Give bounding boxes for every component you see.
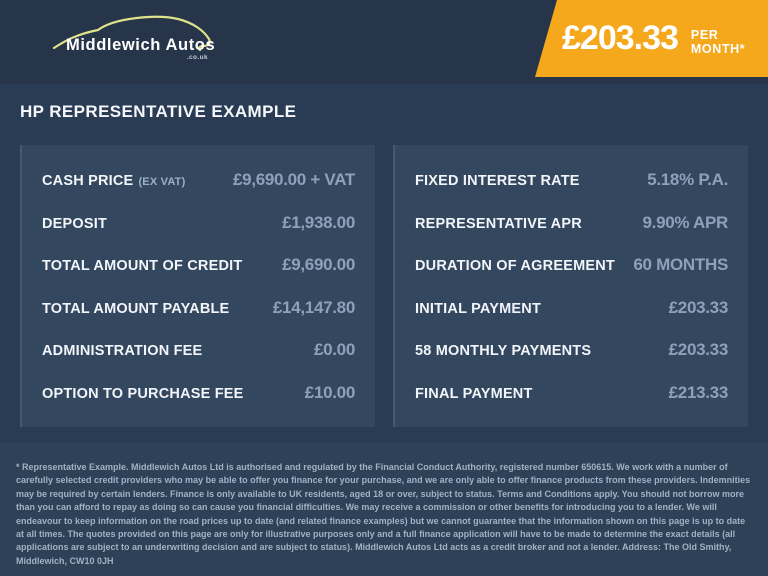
- dealer-logo[interactable]: [52, 10, 222, 72]
- initial-payment-value: £203.33: [668, 297, 728, 317]
- apr-value: 9.90% APR: [642, 212, 728, 232]
- cash-price-value: £9,690.00 + VAT: [233, 170, 355, 189]
- admin-fee-label: ADMINISTRATION FEE: [42, 343, 203, 360]
- interest-rate-label: FIXED INTEREST RATE: [415, 173, 580, 189]
- row-admin-fee: [42, 340, 355, 360]
- finance-panel-right: [393, 145, 748, 427]
- disclaimer-text: * Representative Example. Middlewich Autos Ltd is authorised and regulated by the Financial Conduct Authority, registered number 650615. We work with a number of carefully selected credit providers who may be able to offer you finance for your purchase, and we are only able to offer finance products from these providers. Indemnities may be required by certain lenders. Finance is only available to UK residents, aged 18 or over, subject to status. Terms and Conditions apply. You should not borrow more than you can afford to repay as doing so can cause you financial difficulties. We may receive a commission or other benefits for introducing you to a lender. We will endeavour to keep information on the road prices up to date (and related finance examples) but we cannot guarantee that the information shown on this page is up to date at all times. The quotes provided on this page are only for illustrative purposes only and a full finance application will have to be made to determine the exact details (all applications are subject to an underwriting decision and are subject to status). Middlewich Autos Ltd acts as a credit broker and not a lender. Address: The Old Smithy, Middlewich, CW10 0JH: [16, 462, 751, 566]
- row-cash-price: [42, 170, 355, 190]
- row-total-payable: [42, 298, 355, 318]
- row-deposit: [42, 213, 355, 233]
- header: [0, 0, 768, 84]
- disclaimer-section: [0, 443, 768, 576]
- monthly-payments-label: 58 MONTHLY PAYMENTS: [415, 343, 592, 360]
- deposit-label: DEPOSIT: [42, 215, 108, 232]
- interest-rate-value: 5.18% P.A.: [647, 170, 728, 189]
- finance-panel-left: [20, 145, 375, 427]
- option-fee-value: £10.00: [304, 382, 355, 402]
- monthly-payments-value: £203.33: [668, 340, 728, 360]
- price-banner-content: [562, 0, 768, 77]
- initial-payment-label: INITIAL PAYMENT: [415, 300, 541, 317]
- dealer-logo-suffix: .co.uk: [186, 54, 208, 61]
- row-option-fee: [42, 383, 355, 403]
- dealer-logo-name: Middlewich Autos: [66, 36, 216, 54]
- row-final-payment: [415, 383, 728, 403]
- apr-label: REPRESENTATIVE APR: [415, 215, 582, 232]
- admin-fee-value: £0.00: [313, 340, 355, 360]
- monthly-price-period: PER MONTH*: [690, 27, 746, 56]
- total-credit-label: TOTAL AMOUNT OF CREDIT: [42, 258, 243, 275]
- final-payment-label: FINAL PAYMENT: [415, 385, 533, 402]
- cash-price-label: CASH PRICE: [42, 173, 134, 189]
- final-payment-value: £213.33: [668, 382, 728, 402]
- total-credit-value: £9,690.00: [282, 255, 355, 275]
- row-initial-payment: [415, 298, 728, 318]
- duration-value: 60 MONTHS: [633, 255, 728, 275]
- row-interest-rate: [415, 170, 728, 190]
- row-apr: [415, 213, 728, 233]
- total-payable-label: TOTAL AMOUNT PAYABLE: [42, 300, 230, 317]
- option-fee-label: OPTION TO PURCHASE FEE: [42, 385, 244, 402]
- row-total-credit: [42, 255, 355, 275]
- row-monthly-payments: [415, 340, 728, 360]
- duration-label: DURATION OF AGREEMENT: [415, 258, 615, 275]
- total-payable-value: £14,147.80: [272, 297, 355, 317]
- cash-price-note: (EX VAT): [138, 176, 186, 188]
- page-title: HP REPRESENTATIVE EXAMPLE: [20, 102, 297, 121]
- row-duration: [415, 255, 728, 275]
- deposit-value: £1,938.00: [282, 212, 355, 232]
- monthly-price: £203.33: [562, 19, 678, 57]
